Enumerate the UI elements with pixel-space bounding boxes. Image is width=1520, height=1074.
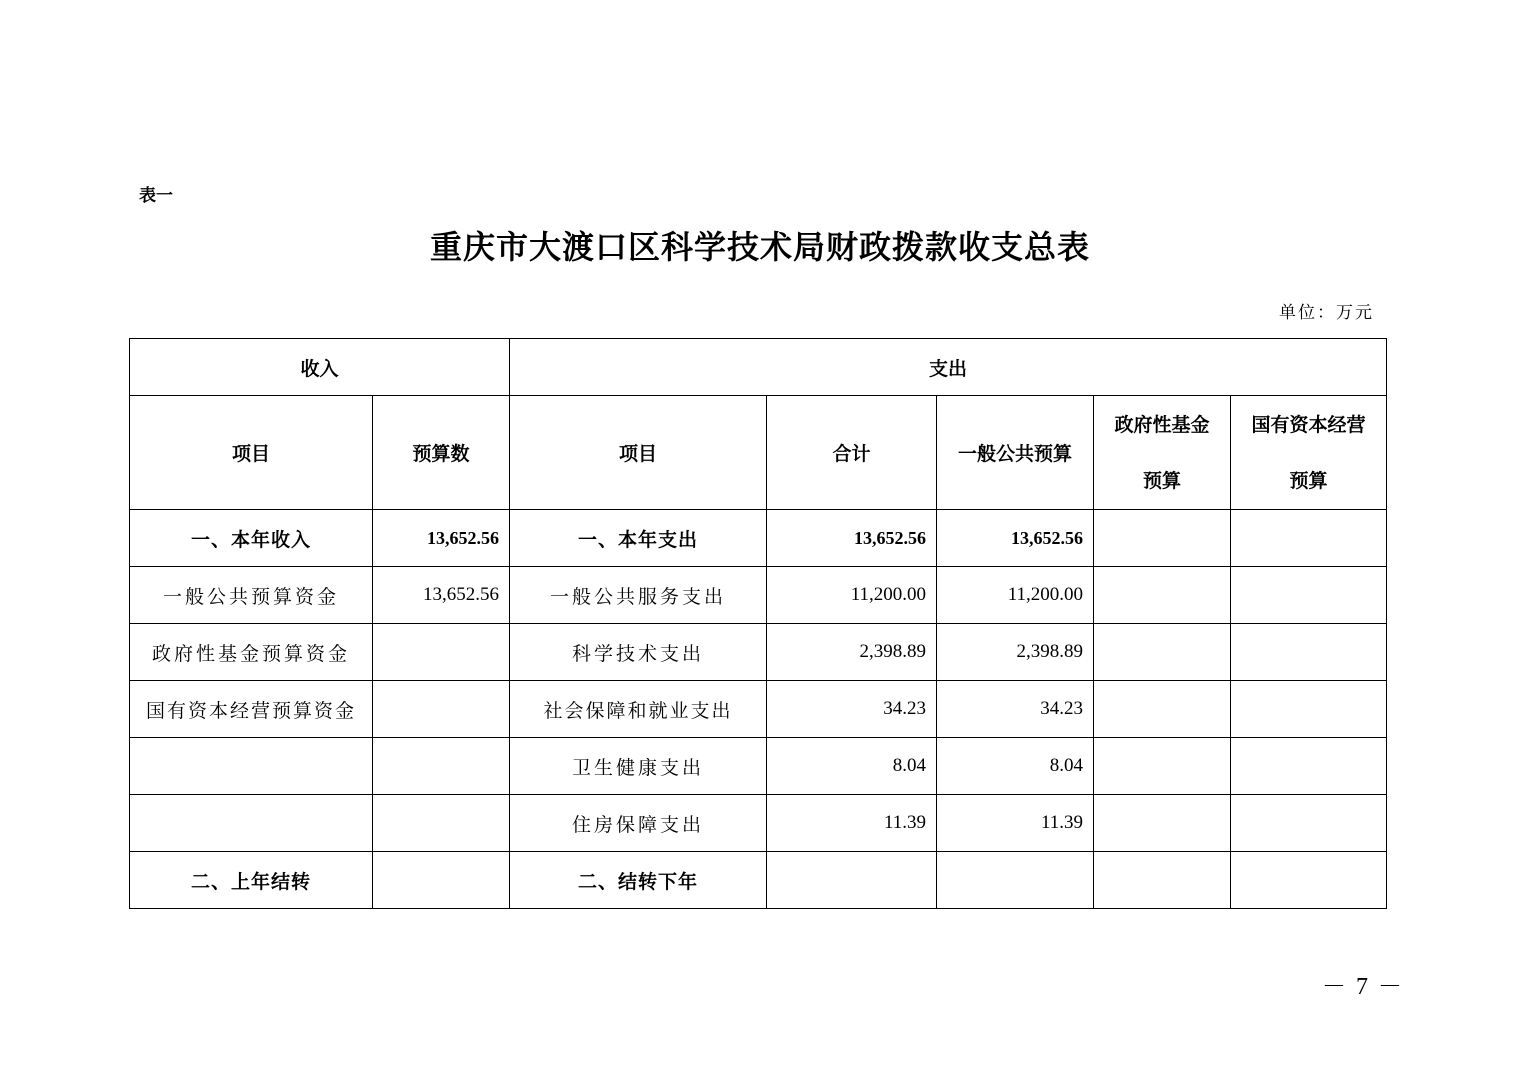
expense-header: 支出 — [510, 339, 1387, 396]
general-budget-cell: 2,398.89 — [937, 624, 1094, 681]
state-capital-cell — [1231, 852, 1387, 909]
table-row — [130, 567, 1387, 624]
state-capital-cell — [1231, 681, 1387, 738]
expense-item-header: 项目 — [510, 396, 767, 510]
state-capital-cell — [1231, 510, 1387, 567]
general-budget-cell: 11.39 — [937, 795, 1094, 852]
table-row — [130, 624, 1387, 681]
state-capital-cell — [1231, 795, 1387, 852]
income-item-cell: 二、上年结转 — [130, 852, 373, 909]
income-item-cell: 国有资本经营预算资金 — [130, 681, 373, 738]
expense-total-cell: 34.23 — [767, 681, 937, 738]
gov-fund-cell — [1094, 795, 1231, 852]
table-row — [130, 681, 1387, 738]
gov-fund-header — [1094, 396, 1231, 510]
income-item-cell: 政府性基金预算资金 — [130, 624, 373, 681]
income-item-cell: 一、本年收入 — [130, 510, 373, 567]
gov-fund-header-line2: 预算 — [1143, 469, 1182, 492]
general-budget-cell: 13,652.56 — [937, 510, 1094, 567]
expense-total-cell: 13,652.56 — [767, 510, 937, 567]
table-row — [130, 795, 1387, 852]
table-row — [130, 738, 1387, 795]
state-capital-header-line2: 预算 — [1289, 469, 1328, 492]
income-item-cell: 一般公共预算资金 — [130, 567, 373, 624]
gov-fund-header-line1: 政府性基金 — [1114, 413, 1210, 436]
state-capital-cell — [1231, 624, 1387, 681]
table-label: 表一 — [139, 186, 173, 206]
expense-item-cell: 社会保障和就业支出 — [510, 681, 767, 738]
expense-total-cell: 2,398.89 — [767, 624, 937, 681]
income-budget-cell: 13,652.56 — [373, 567, 510, 624]
expense-item-cell: 一般公共服务支出 — [510, 567, 767, 624]
income-budget-cell — [373, 624, 510, 681]
general-budget-header: 一般公共预算 — [937, 396, 1094, 510]
state-capital-header — [1231, 396, 1387, 510]
income-budget-cell — [373, 795, 510, 852]
income-budget-cell — [373, 852, 510, 909]
gov-fund-cell — [1094, 624, 1231, 681]
table-row — [130, 510, 1387, 567]
budget-summary-table — [129, 338, 1387, 909]
general-budget-cell: 8.04 — [937, 738, 1094, 795]
income-budget-cell: 13,652.56 — [373, 510, 510, 567]
expense-total-cell: 8.04 — [767, 738, 937, 795]
page-number: － 7 － — [1322, 974, 1404, 1000]
expense-total-header: 合计 — [767, 396, 937, 510]
gov-fund-cell — [1094, 567, 1231, 624]
header-row-columns — [130, 396, 1387, 510]
expense-total-cell: 11.39 — [767, 795, 937, 852]
expense-total-cell: 11,200.00 — [767, 567, 937, 624]
state-capital-cell — [1231, 738, 1387, 795]
income-budget-cell — [373, 738, 510, 795]
expense-item-cell: 一、本年支出 — [510, 510, 767, 567]
income-budget-cell — [373, 681, 510, 738]
expense-item-cell: 卫生健康支出 — [510, 738, 767, 795]
page-title: 重庆市大渡口区科学技术局财政拨款收支总表 — [429, 228, 1090, 266]
expense-item-cell: 住房保障支出 — [510, 795, 767, 852]
table-row — [130, 852, 1387, 909]
expense-total-cell — [767, 852, 937, 909]
income-item-header: 项目 — [130, 396, 373, 510]
gov-fund-cell — [1094, 681, 1231, 738]
general-budget-cell: 34.23 — [937, 681, 1094, 738]
expense-item-cell: 二、结转下年 — [510, 852, 767, 909]
state-capital-header-line1: 国有资本经营 — [1251, 413, 1366, 436]
general-budget-cell — [937, 852, 1094, 909]
expense-item-cell: 科学技术支出 — [510, 624, 767, 681]
gov-fund-cell — [1094, 510, 1231, 567]
state-capital-cell — [1231, 567, 1387, 624]
income-item-cell — [130, 738, 373, 795]
header-row-top — [130, 339, 1387, 396]
unit-label: 单位：万元 — [1279, 303, 1374, 323]
gov-fund-cell — [1094, 852, 1231, 909]
general-budget-cell: 11,200.00 — [937, 567, 1094, 624]
gov-fund-cell — [1094, 738, 1231, 795]
income-budget-header: 预算数 — [373, 396, 510, 510]
income-header: 收入 — [130, 339, 510, 396]
income-item-cell — [130, 795, 373, 852]
